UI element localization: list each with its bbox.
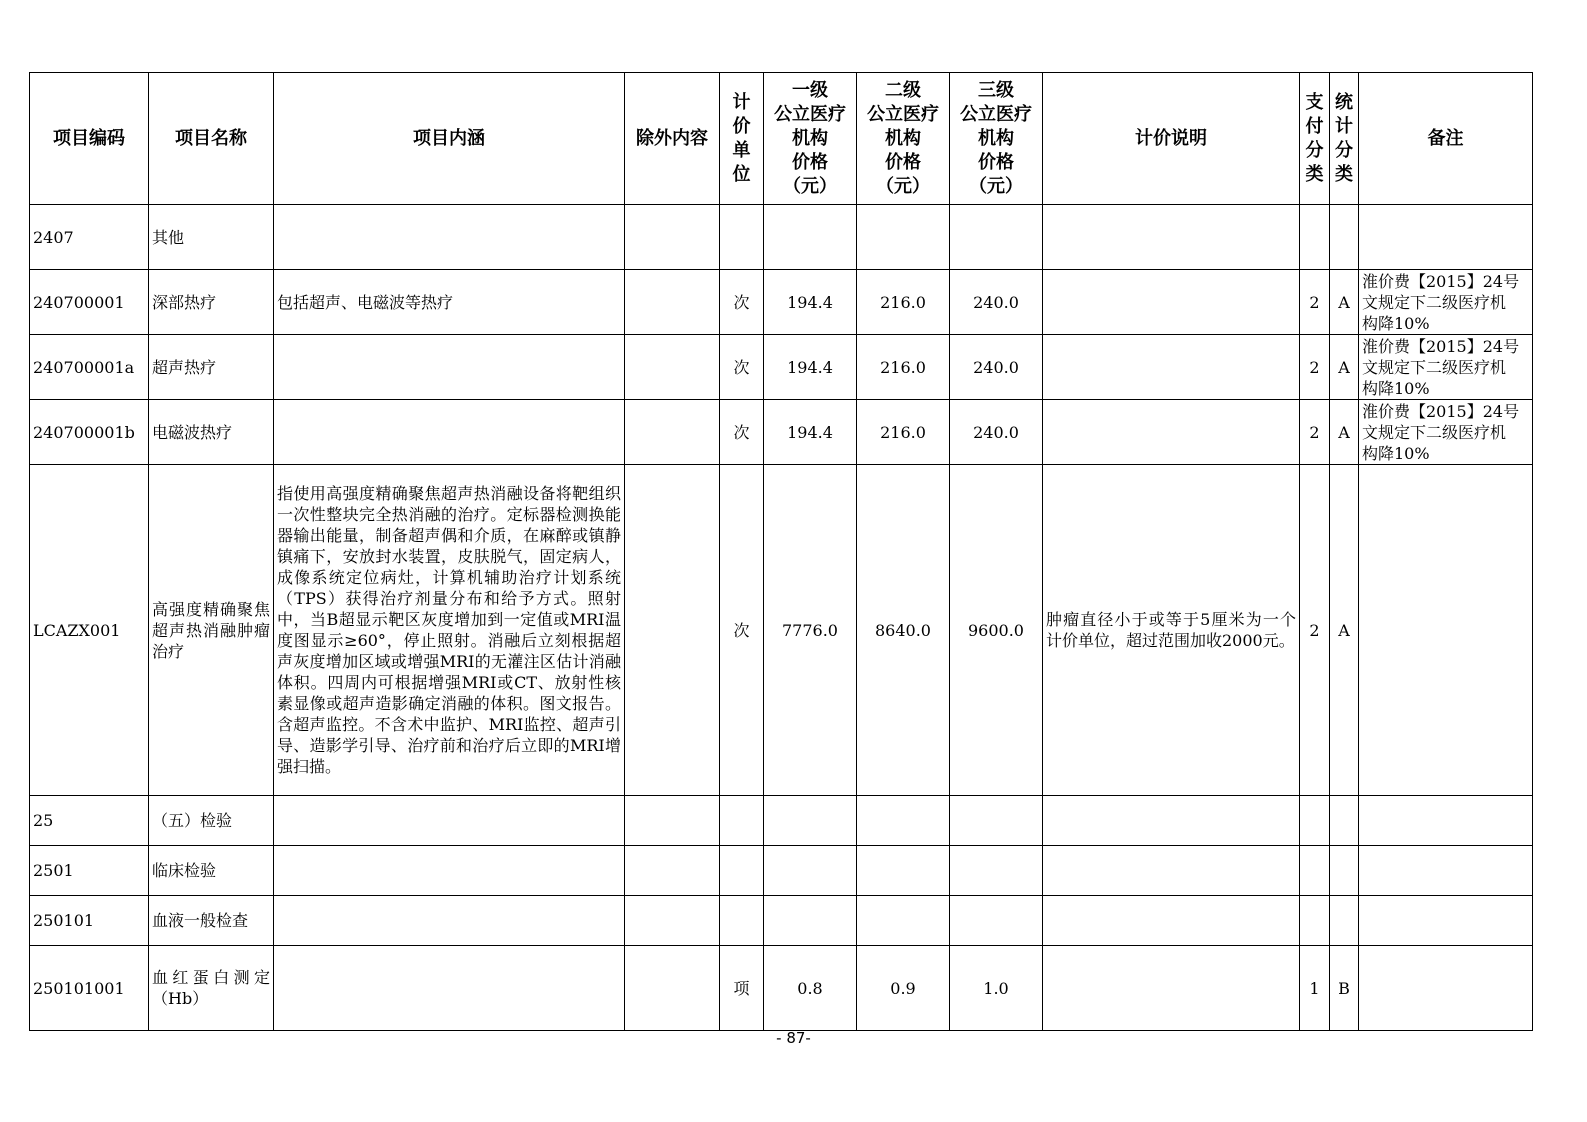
row-code: 2407 xyxy=(30,205,149,270)
row-price-level3 xyxy=(950,205,1043,270)
row-price-level3: 9600.0 xyxy=(950,465,1043,796)
table-row xyxy=(30,270,1533,335)
row-payment-class: 2 xyxy=(1300,465,1330,796)
row-remark: 淮价费【2015】24号 文规定下二级医疗机 构降10% xyxy=(1359,400,1533,465)
row-name: 电磁波热疗 xyxy=(149,400,274,465)
row-price-level3 xyxy=(950,796,1043,846)
row-remark xyxy=(1359,896,1533,946)
header-stat-class: 统 计 分 类 xyxy=(1330,73,1359,205)
row-price-level2 xyxy=(857,846,950,896)
row-price-level1 xyxy=(764,846,857,896)
row-remark xyxy=(1359,946,1533,1031)
row-code: 250101 xyxy=(30,896,149,946)
row-price-level1: 194.4 xyxy=(764,335,857,400)
row-price-level1 xyxy=(764,896,857,946)
row-name: 血红蛋白测定（Hb） xyxy=(149,946,274,1031)
row-code: 240700001 xyxy=(30,270,149,335)
table-row xyxy=(30,400,1533,465)
row-price-level2: 216.0 xyxy=(857,400,950,465)
row-remark xyxy=(1359,846,1533,896)
row-stat-class: A xyxy=(1330,400,1359,465)
row-remark xyxy=(1359,796,1533,846)
row-exclusions xyxy=(625,946,720,1031)
table-row xyxy=(30,796,1533,846)
row-price-level3 xyxy=(950,846,1043,896)
row-pricing-note xyxy=(1043,796,1300,846)
row-price-level3: 240.0 xyxy=(950,270,1043,335)
row-unit: 项 xyxy=(720,946,764,1031)
row-content xyxy=(274,796,625,846)
row-stat-class: B xyxy=(1330,946,1359,1031)
row-stat-class xyxy=(1330,846,1359,896)
row-price-level1: 7776.0 xyxy=(764,465,857,796)
page-number: - 87- xyxy=(776,1029,811,1047)
header-row xyxy=(30,73,1533,205)
row-price-level1 xyxy=(764,796,857,846)
row-exclusions xyxy=(625,205,720,270)
row-name: （五）检验 xyxy=(149,796,274,846)
row-unit: 次 xyxy=(720,400,764,465)
table-row xyxy=(30,846,1533,896)
row-price-level3: 1.0 xyxy=(950,946,1043,1031)
row-remark xyxy=(1359,205,1533,270)
row-price-level2: 0.9 xyxy=(857,946,950,1031)
row-price-level3: 240.0 xyxy=(950,400,1043,465)
row-pricing-note xyxy=(1043,400,1300,465)
row-name: 其他 xyxy=(149,205,274,270)
row-name: 超声热疗 xyxy=(149,335,274,400)
table-row xyxy=(30,465,1533,796)
row-remark: 淮价费【2015】24号 文规定下二级医疗机 构降10% xyxy=(1359,270,1533,335)
row-stat-class xyxy=(1330,796,1359,846)
row-price-level1: 0.8 xyxy=(764,946,857,1031)
row-exclusions xyxy=(625,796,720,846)
row-exclusions xyxy=(625,335,720,400)
row-code: 25 xyxy=(30,796,149,846)
row-code: 250101001 xyxy=(30,946,149,1031)
header-exclusions: 除外内容 xyxy=(625,73,720,205)
row-payment-class xyxy=(1300,846,1330,896)
row-name: 高强度精确聚焦超声热消融肿瘤治疗 xyxy=(149,465,274,796)
row-price-level2 xyxy=(857,896,950,946)
row-pricing-note xyxy=(1043,270,1300,335)
row-code: 2501 xyxy=(30,846,149,896)
row-unit xyxy=(720,846,764,896)
row-payment-class xyxy=(1300,205,1330,270)
header-payment-class: 支 付 分 类 xyxy=(1300,73,1330,205)
row-price-level2: 216.0 xyxy=(857,335,950,400)
row-name: 临床检验 xyxy=(149,846,274,896)
header-price-level2: 二级 公立医疗 机构 价格 （元） xyxy=(857,73,950,205)
row-price-level2 xyxy=(857,796,950,846)
table-row xyxy=(30,946,1533,1031)
row-stat-class: A xyxy=(1330,270,1359,335)
row-price-level1: 194.4 xyxy=(764,400,857,465)
row-content xyxy=(274,896,625,946)
row-payment-class xyxy=(1300,796,1330,846)
row-content xyxy=(274,205,625,270)
row-unit: 次 xyxy=(720,465,764,796)
row-payment-class: 1 xyxy=(1300,946,1330,1031)
row-price-level2 xyxy=(857,205,950,270)
row-unit: 次 xyxy=(720,270,764,335)
row-stat-class: A xyxy=(1330,335,1359,400)
row-name: 血液一般检查 xyxy=(149,896,274,946)
row-exclusions xyxy=(625,846,720,896)
row-unit: 次 xyxy=(720,335,764,400)
row-content xyxy=(274,846,625,896)
row-code: 240700001a xyxy=(30,335,149,400)
row-code: 240700001b xyxy=(30,400,149,465)
row-unit xyxy=(720,205,764,270)
row-content xyxy=(274,335,625,400)
row-unit xyxy=(720,896,764,946)
header-price-level1: 一级 公立医疗 机构 价格 （元） xyxy=(764,73,857,205)
row-pricing-note xyxy=(1043,896,1300,946)
row-pricing-note xyxy=(1043,335,1300,400)
row-stat-class xyxy=(1330,205,1359,270)
row-pricing-note xyxy=(1043,205,1300,270)
row-pricing-note: 肿瘤直径小于或等于5厘米为一个计价单位，超过范围加收2000元。 xyxy=(1043,465,1300,796)
row-pricing-note xyxy=(1043,946,1300,1031)
row-content xyxy=(274,400,625,465)
row-price-level3 xyxy=(950,896,1043,946)
row-exclusions xyxy=(625,270,720,335)
row-unit xyxy=(720,796,764,846)
row-exclusions xyxy=(625,465,720,796)
row-price-level2: 8640.0 xyxy=(857,465,950,796)
row-payment-class: 2 xyxy=(1300,400,1330,465)
header-code: 项目编码 xyxy=(30,73,149,205)
row-price-level1: 194.4 xyxy=(764,270,857,335)
row-stat-class: A xyxy=(1330,465,1359,796)
header-pricing-note: 计价说明 xyxy=(1043,73,1300,205)
row-exclusions xyxy=(625,400,720,465)
pricing-table xyxy=(29,72,1533,1031)
row-content xyxy=(274,946,625,1031)
row-remark xyxy=(1359,465,1533,796)
row-pricing-note xyxy=(1043,846,1300,896)
row-exclusions xyxy=(625,896,720,946)
table-row xyxy=(30,335,1533,400)
table-row xyxy=(30,896,1533,946)
header-remarks: 备注 xyxy=(1359,73,1533,205)
header-content: 项目内涵 xyxy=(274,73,625,205)
row-payment-class xyxy=(1300,896,1330,946)
row-payment-class: 2 xyxy=(1300,335,1330,400)
row-stat-class xyxy=(1330,896,1359,946)
row-price-level1 xyxy=(764,205,857,270)
row-name: 深部热疗 xyxy=(149,270,274,335)
row-remark: 淮价费【2015】24号 文规定下二级医疗机 构降10% xyxy=(1359,335,1533,400)
row-content: 包括超声、电磁波等热疗 xyxy=(274,270,625,335)
row-price-level3: 240.0 xyxy=(950,335,1043,400)
table-row xyxy=(30,205,1533,270)
row-price-level2: 216.0 xyxy=(857,270,950,335)
header-unit: 计 价 单 位 xyxy=(720,73,764,205)
header-price-level3: 三级 公立医疗 机构 价格 （元） xyxy=(950,73,1043,205)
row-code: LCAZX001 xyxy=(30,465,149,796)
row-payment-class: 2 xyxy=(1300,270,1330,335)
header-name: 项目名称 xyxy=(149,73,274,205)
row-content: 指使用高强度精确聚焦超声热消融设备将靶组织一次性整块完全热消融的治疗。定标器检测换能器输出能量，制备超声偶和介质，在麻醉或镇静镇痛下，安放封水装置，皮肤脱气，固定病人，成像系统定位病灶，计算机辅助治疗计划系统（TPS）获得治疗剂量分布和给予方式。照射中，当B超显示靶区灰度增加到一定值或MRI温度图显示≥60°，停止照射。消融后立刻根据超声灰度增加区域或增强MRI的无灌注区估计消融体积。四周内可根据增强MRI或CT、放射性核素显像或超声造影确定消融的体积。图文报告。含超声监控。不含术中监护、MRI监控、超声引导、造影学引导、治疗前和治疗后立即的MRI增强扫描。 xyxy=(274,465,625,796)
